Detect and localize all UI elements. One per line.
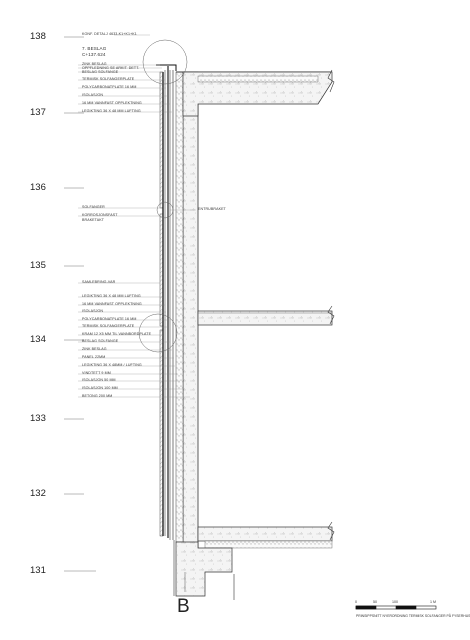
note-bottom-4: ISOLASJON bbox=[82, 309, 104, 313]
scale-bar bbox=[356, 606, 436, 609]
note-bottom-13: ISOLASJON 50 MM bbox=[82, 378, 116, 382]
level-label-132: 132 bbox=[30, 488, 46, 499]
drawing-title: PRINSIPPSNITT NYERORDNING TERMISK SOLFANGER PÅ FYSERHUS bbox=[356, 614, 470, 618]
floor-slab-lower bbox=[198, 527, 332, 541]
floor-label-name: 7. BESLAG bbox=[82, 46, 107, 51]
note-bottom-1: SAMLEBRING-VAR bbox=[82, 280, 116, 284]
note-top-7: 16 MM VANNFAST OPPLEKTNING bbox=[82, 101, 142, 105]
note-bottom-11: LEGIKTING 36 X 48MM / LUFTING bbox=[82, 363, 142, 367]
level-label-138: 138 bbox=[30, 31, 46, 42]
scale-tick-0: 0 bbox=[355, 600, 357, 604]
concrete-wall bbox=[183, 72, 198, 572]
note-top-3: BESLAG SOLFANGE bbox=[82, 70, 119, 74]
note-bottom-2: LEGIKTING 36 X 48 MM LUFTING bbox=[82, 294, 141, 298]
collector-layers bbox=[163, 66, 173, 540]
note-bottom-14: ISOLASJON 100 MM bbox=[82, 386, 118, 390]
detail-reference: KONF. DETALJ 4633-K1+K1+K1 bbox=[82, 32, 137, 36]
note-top-6: ISOLASJON bbox=[82, 93, 104, 97]
note-top-2: OPPFLEDNING SE ARKIT. DETT. bbox=[82, 66, 140, 70]
level-label-136: 136 bbox=[30, 182, 46, 193]
insulation-layer bbox=[176, 72, 183, 542]
note-bottom-5: POLYCARBONATPLATE 16 MM bbox=[82, 317, 137, 321]
note-bottom-9: ZINK BESLAG bbox=[82, 347, 107, 351]
note-bottom-10: PANEL 22MM bbox=[82, 355, 106, 359]
level-label-134: 134 bbox=[30, 334, 46, 345]
note-mid-right: ENTRUBRAKET bbox=[198, 207, 226, 211]
level-label-135: 135 bbox=[30, 260, 46, 271]
note-top-1: ZINK BESLAG bbox=[82, 62, 107, 66]
collector-panel-top bbox=[160, 72, 163, 208]
note-bottom-7: KRAM 12 X5 MM TIL VANNBORDPLATE bbox=[82, 332, 152, 336]
level-label-131: 131 bbox=[30, 565, 46, 576]
note-bottom-8: BESLAG SOLFANGE bbox=[82, 339, 119, 343]
foundation bbox=[176, 542, 232, 596]
note-bottom-3: 16 MM VANNFAST OPPLEKTNING bbox=[82, 302, 142, 306]
note-bottom-6: TERMISK SOLFANGERPLATE bbox=[82, 324, 135, 328]
note-mid-2: KORROSJONSFAST bbox=[82, 213, 118, 217]
roof-edge bbox=[156, 65, 332, 72]
note-bottom-15: BETONG 200 MM bbox=[82, 394, 113, 398]
note-mid-1: SOLFANGER bbox=[82, 205, 105, 209]
note-top-8: LEGIKTING 36 X 48 MM LUFTING bbox=[82, 109, 141, 113]
note-bottom-12: VINDTETT 9 MM bbox=[82, 371, 111, 375]
note-top-4: TERMISK SOLFANGERPLATE bbox=[82, 77, 135, 81]
floor-label-elevation: C+137.624 bbox=[82, 52, 106, 57]
scale-tick-50: 50 bbox=[373, 600, 377, 604]
axis-label: B bbox=[177, 596, 190, 617]
scale-tick-1m: 1 M bbox=[430, 600, 436, 604]
roof-insulation bbox=[198, 76, 318, 82]
collector-panel-bottom bbox=[160, 330, 163, 536]
collector-panel-mid bbox=[160, 214, 163, 326]
note-top-5: POLYCARBONATPLATE 16 MM bbox=[82, 85, 137, 89]
ground-insulation bbox=[205, 541, 332, 548]
level-label-133: 133 bbox=[30, 413, 46, 424]
level-label-137: 137 bbox=[30, 107, 46, 118]
note-mid-3: BRAKETAKT bbox=[82, 218, 105, 222]
scale-tick-100: 100 bbox=[392, 600, 398, 604]
break-lines bbox=[234, 70, 334, 600]
